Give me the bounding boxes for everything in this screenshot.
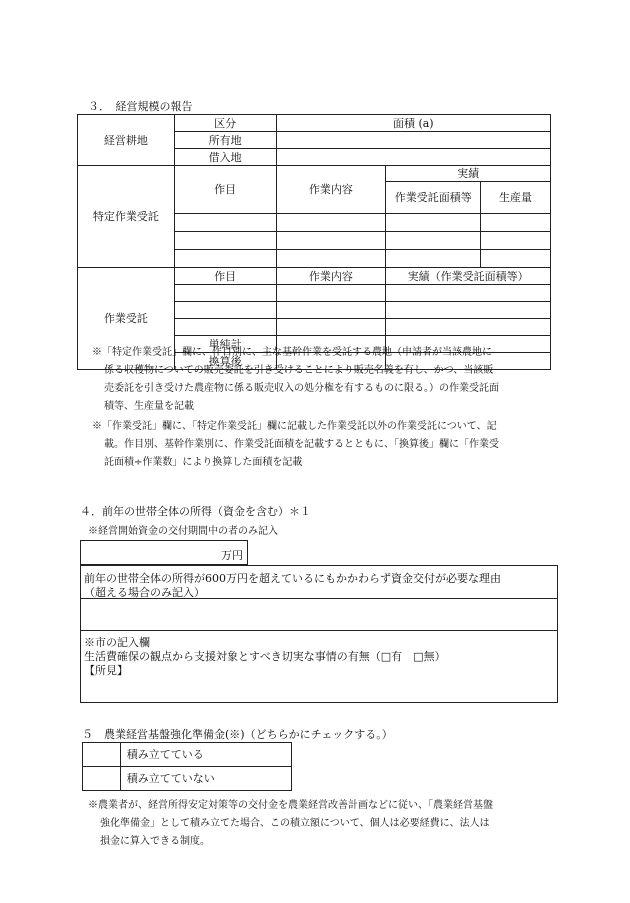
owned-land-label: 所有地 xyxy=(174,132,276,149)
contract-label: 作業受託 xyxy=(78,268,175,370)
special-jisseki-header: 実績 xyxy=(386,166,551,182)
city-circumstance-line: 生活費確保の観点から支援対象とすべき切実な事情の有無（□有 □無） xyxy=(84,650,446,663)
special-content-header: 作業内容 xyxy=(276,166,386,214)
special-crop-header: 作目 xyxy=(174,166,276,214)
special-row-cell[interactable] xyxy=(174,232,276,250)
contract-row-cell[interactable] xyxy=(174,302,276,319)
rented-land-area[interactable] xyxy=(276,149,550,166)
section3-title: ３． 経営規模の報告 xyxy=(88,100,193,113)
owned-land-area[interactable] xyxy=(276,132,550,149)
contract-jisseki-header: 実績（作業受託面積等） xyxy=(386,268,551,285)
contract-row-cell[interactable] xyxy=(174,285,276,302)
reserve-checklist xyxy=(82,742,292,791)
rented-land-label: 借入地 xyxy=(174,149,276,166)
contract-content-header: 作業内容 xyxy=(276,268,386,285)
special-row-cell[interactable] xyxy=(174,250,276,268)
reserve-check-yes[interactable] xyxy=(83,743,121,767)
farmland-label: 経営耕地 xyxy=(78,115,175,166)
area-header: 面積 (a) xyxy=(276,115,550,132)
special-row-cell[interactable] xyxy=(174,214,276,232)
special-area-header: 作業受託面積等 xyxy=(386,182,481,214)
reason-label-line2: （超える場合のみ記入） xyxy=(84,586,205,599)
opinion-label: 【所見】 xyxy=(84,664,128,677)
simple-total-label: 単純計 xyxy=(174,336,276,353)
reserve-check-no[interactable] xyxy=(83,767,121,791)
reserve-option-no: 積み立てていない xyxy=(120,767,291,791)
contract-crop-header: 作目 xyxy=(174,268,276,285)
reason-input[interactable] xyxy=(81,599,557,630)
income-unit: 万円 xyxy=(221,549,243,562)
section3-note1: ※「特定作業受託」欄に、作目別に、主な基幹作業を受託する農地（申請者が当該農地に 係る収穫物についての販売委託を引き受けることにより販売名義を有し、かつ、当該販 売委託を引き受けた農産物に係る販売収入の処分権を有するものに限る。）の作業受託面 積等、生産量を記載 xyxy=(92,347,499,412)
section5-title: ５ 農業経営基盤強化準備金(※)（どちらかにチェックする。） xyxy=(82,728,393,741)
section4-subtitle: ※経営開始資金の交付期間中の者のみ記入 xyxy=(88,526,278,537)
converted-label: 換算後 xyxy=(174,353,276,370)
contract-row-cell[interactable] xyxy=(174,319,276,336)
management-scale-table xyxy=(77,114,551,370)
reason-label-line1: 前年の世帯全体の所得が600万円を超えているにもかかわらず資金交付が必要な理由 xyxy=(84,572,501,585)
section5-note: ※農業者が、経営所得安定対策等の交付金を農業経営改善計画などに従い、「農業経営基盤 強化準備金」として積み立てた場合、この積立額について、個人は必要経費に、法人は 損金に算入できる制度。 xyxy=(88,800,493,847)
kubun-header: 区分 xyxy=(174,115,276,132)
reserve-option-yes: 積み立てている xyxy=(120,743,291,767)
section3-note2: ※「作業受託」欄に、「特定作業受託」欄に記載した作業受託以外の作業受託について、記 載。作目別、基幹作業別に、作業受託面積を記載するとともに、「換算後」欄に「作業受 託面積÷作業数」により換算した面積を記載 xyxy=(92,421,499,468)
income-field[interactable] xyxy=(80,540,248,565)
city-entry-label: ※市の記入欄 xyxy=(84,636,150,649)
section4-title: ４．前年の世帯全体の所得（資金を含む）＊１ xyxy=(80,505,311,518)
special-production-header: 生産量 xyxy=(481,182,551,214)
special-contract-label: 特定作業受託 xyxy=(78,166,175,268)
